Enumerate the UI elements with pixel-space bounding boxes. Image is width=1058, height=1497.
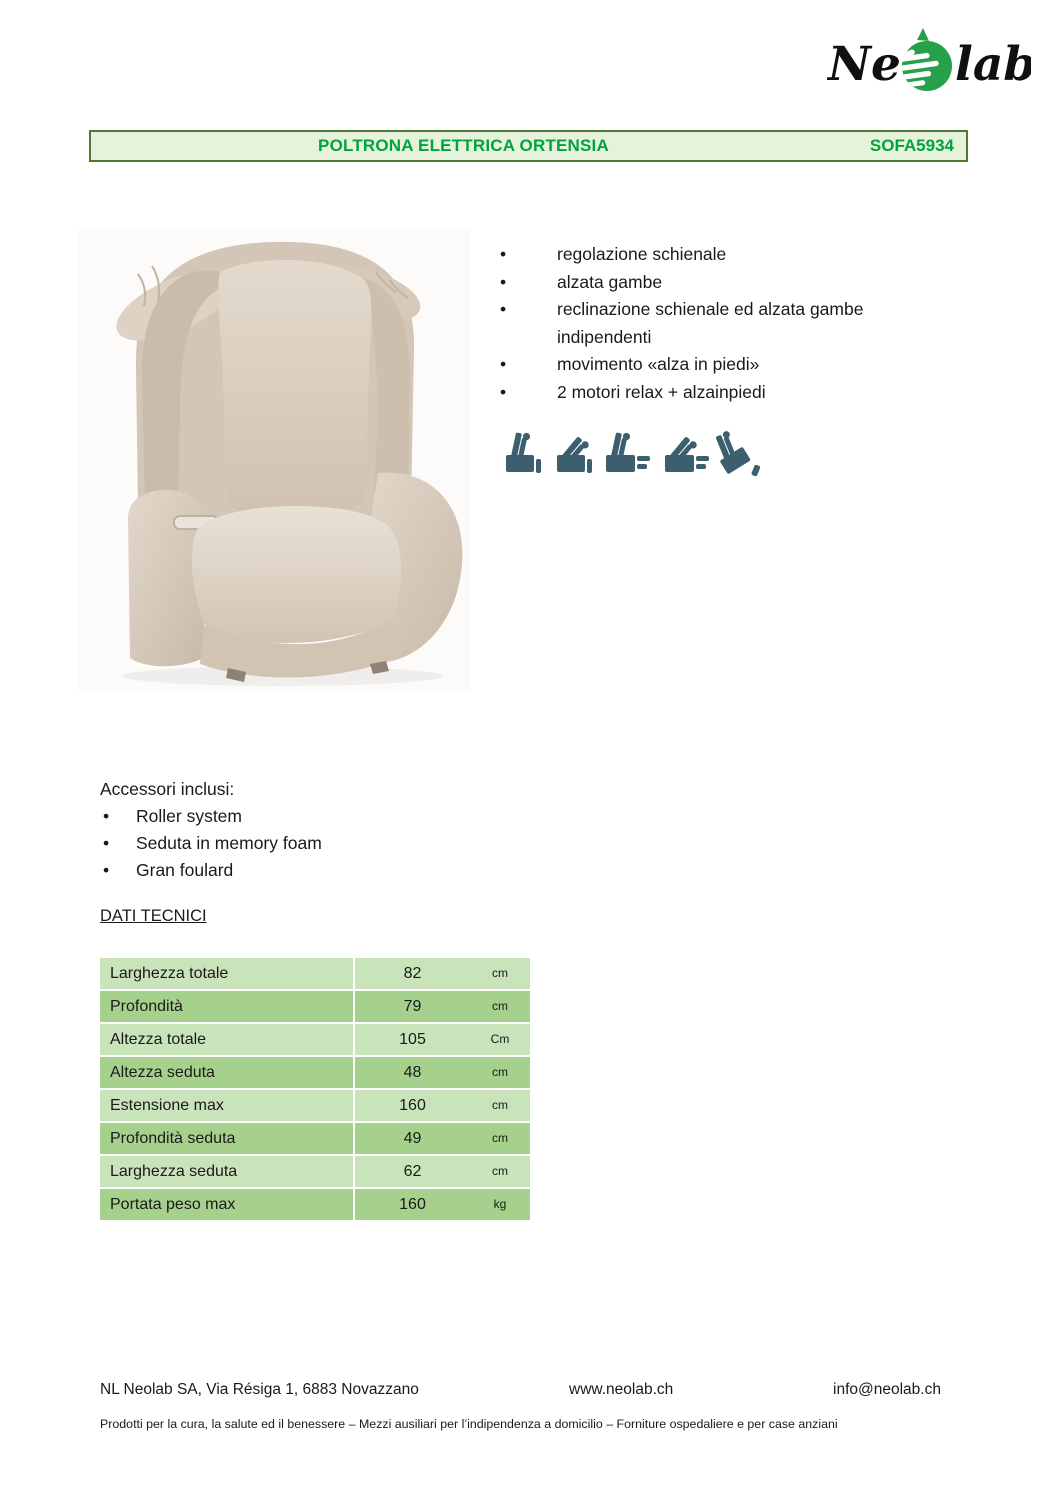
spec-unit: cm: [492, 1065, 508, 1079]
table-row: [100, 1057, 530, 1090]
feature-item: • alzata gambe: [500, 269, 950, 297]
product-code: SOFA5934: [869, 136, 954, 155]
spec-value: 160: [399, 1196, 426, 1213]
footer-email-link[interactable]: info@neolab.ch: [833, 1381, 941, 1398]
spec-unit: cm: [492, 1131, 508, 1145]
feature-list: [500, 241, 950, 407]
feature-item: • 2 motori relax + alzainpiedi: [500, 379, 950, 407]
spec-value: 49: [403, 1130, 422, 1147]
accessories-heading: Accessori inclusi:: [100, 779, 235, 799]
neolab-logo-graphic: [826, 28, 1031, 98]
spec-label: Altezza totale: [100, 1024, 355, 1055]
feature-item: • reclinazione schienale ed alzata gambe indipendenti: [500, 296, 950, 351]
spec-unit: cm: [492, 1164, 508, 1178]
bullet-icon: •: [500, 381, 507, 402]
table-row: [100, 991, 530, 1024]
table-row: [100, 1024, 530, 1057]
table-row: [100, 1156, 530, 1189]
spec-label: Profondità seduta: [100, 1123, 355, 1154]
table-row: [100, 958, 530, 991]
recliner-position-icons: [503, 429, 763, 477]
product-header-bar: [89, 130, 968, 162]
table-row: [100, 1189, 530, 1222]
recliner-standup-lift-icon: [715, 429, 763, 477]
spec-value: 82: [403, 965, 422, 982]
armchair-illustration: [78, 228, 470, 690]
table-row: [100, 1090, 530, 1123]
spec-unit: cm: [492, 999, 508, 1013]
recliner-reclined-legrest-raised-icon: [658, 431, 710, 477]
product-title: POLTRONA ELETTRICA ORTENSIA: [318, 136, 609, 155]
footer-tagline: Prodotti per la cura, la salute ed il benessere – Mezzi ausiliari per l’indipendenza a domicilio – Forniture ospedaliere e per case anziani: [100, 1417, 838, 1431]
accessories-section: [100, 776, 520, 884]
accessories-list: [100, 803, 520, 884]
accessory-item: • Roller system: [100, 803, 520, 830]
spec-unit: cm: [492, 1098, 508, 1112]
spec-unit: Cm: [490, 1032, 510, 1046]
recliner-legrest-raised-icon: [603, 431, 653, 477]
feature-item: • movimento «alza in piedi»: [500, 351, 950, 379]
logo-text-ne: Ne: [828, 37, 901, 92]
bullet-icon: •: [103, 860, 110, 880]
product-photo: [78, 228, 470, 690]
spec-label: Portata peso max: [100, 1189, 355, 1220]
bullet-icon: •: [500, 299, 507, 320]
table-row: [100, 1123, 530, 1156]
spec-label: Estensione max: [100, 1090, 355, 1121]
neolab-logo: [826, 28, 1031, 98]
spec-value: 62: [403, 1163, 422, 1180]
spec-value: 105: [399, 1031, 426, 1048]
spec-label: Altezza seduta: [100, 1057, 355, 1088]
footer-address: NL Neolab SA, Via Résiga 1, 6883 Novazzano: [100, 1381, 419, 1398]
bullet-icon: •: [103, 806, 110, 826]
logo-text-lab: lab: [955, 37, 1031, 92]
bullet-icon: •: [103, 833, 110, 853]
footer-website-link[interactable]: www.neolab.ch: [569, 1381, 674, 1398]
tech-data-heading: DATI TECNICI: [100, 907, 207, 925]
spec-label: Profondità: [100, 991, 355, 1022]
tech-data-table: [100, 958, 530, 1222]
recliner-backrest-reclined-icon: [552, 431, 598, 477]
spec-unit: cm: [492, 966, 508, 980]
spec-unit: kg: [493, 1197, 507, 1211]
spec-label: Larghezza seduta: [100, 1156, 355, 1187]
spec-label: Larghezza totale: [100, 958, 355, 989]
bullet-icon: •: [500, 354, 507, 375]
bullet-icon: •: [500, 271, 507, 292]
spec-value: 160: [399, 1097, 426, 1114]
accessory-item: • Gran foulard: [100, 857, 520, 884]
bullet-icon: •: [500, 244, 507, 264]
recliner-upright-icon: [503, 431, 547, 477]
spec-value: 48: [403, 1064, 422, 1081]
feature-item: • regolazione schienale: [500, 241, 950, 269]
accessory-item: • Seduta in memory foam: [100, 830, 520, 857]
spec-value: 79: [403, 998, 422, 1015]
